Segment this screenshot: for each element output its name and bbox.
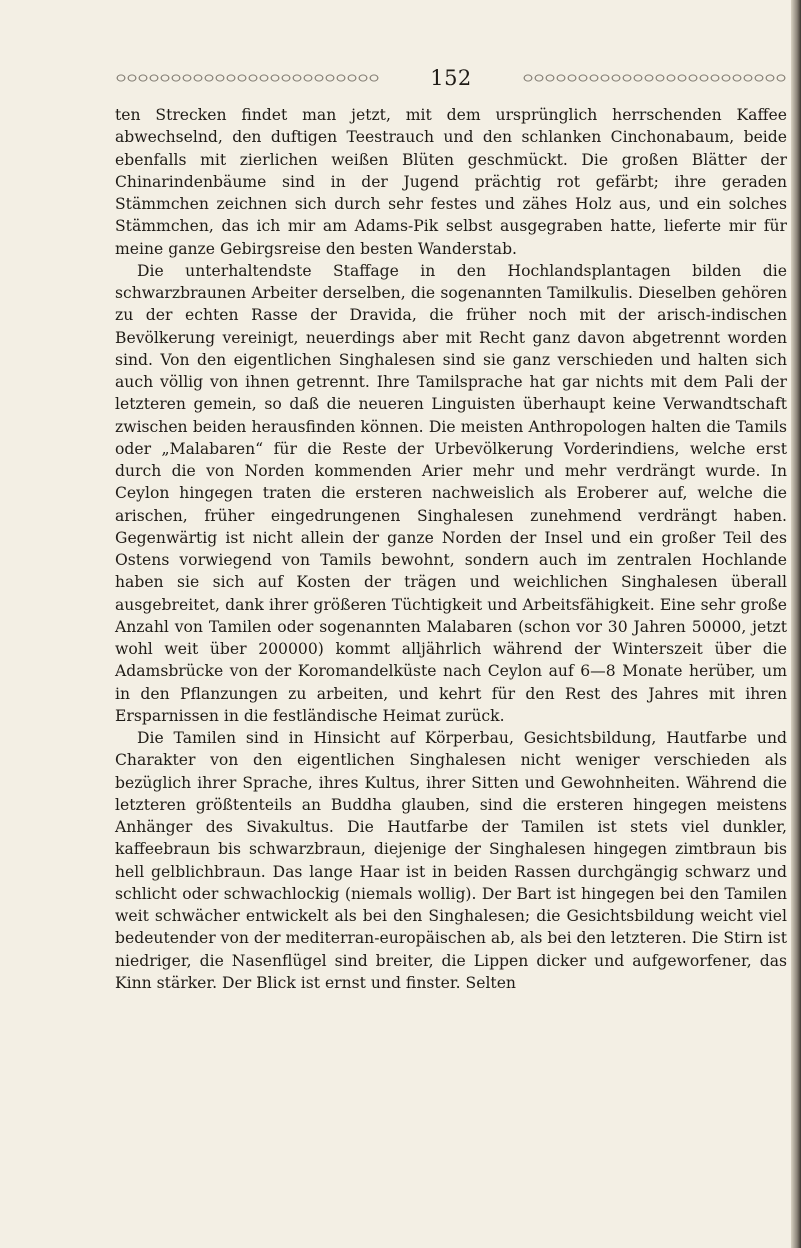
header-ornament-left bbox=[115, 71, 380, 85]
page-number: 152 bbox=[430, 66, 472, 90]
header-ornament-right bbox=[522, 71, 787, 85]
paragraph-3: Die Tamilen sind in Hinsicht auf Körperbau, Gesichtsbildung, Hautfarbe und Charakter von den eigentlichen Singhalesen nicht weniger verschieden als bezüglich ihrer Sprache, ihres Kultus, ihrer Sitten und Gewohnheiten. Während die letzteren größtenteils an Buddha glauben, sind die ersteren hingegen meistens Anhänger des Sivakultus. Die Hautfarbe der Tamilen ist stets viel dunkler, kaffeebraun bis schwarzbraun, diejenige der Singhalesen hingegen zimtbraun bis hell gelblichbraun. Das lange Haar ist in beiden Rassen durchgängig schwarz und schlicht oder schwachlockig (niemals wollig). Der Bart ist hingegen bei den Tamilen weit schwächer entwickelt als bei den Singhalesen; die Gesichtsbildung weicht viel bedeutender von der mediterran-europäischen ab, als bei den letzteren. Die Stirn ist niedriger, die Nasenflügel sind breiter, die Lippen dicker und aufgeworfener, das Kinn stärker. Der Blick ist ernst und finster. Selten bbox=[115, 729, 787, 992]
body-text bbox=[115, 104, 787, 994]
page-edge bbox=[791, 0, 801, 1248]
paragraph-2: Die unterhaltendste Staffage in den Hochlandsplantagen bilden die schwarzbraunen Arbeiter derselben, die sogenannten Tamilkulis. Dieselben gehören zu der echten Rasse der Dravida, die früher noch mit der arisch-indischen Bevölkerung vereinigt, neuerdings aber mit Recht ganz davon abgetrennt worden sind. Von den eigentlichen Singhalesen sind sie ganz verschieden und halten sich auch völlig von ihnen getrennt. Ihre Tamilsprache hat gar nichts mit dem Pali der letzteren gemein, so daß die neueren Linguisten überhaupt keine Verwandtschaft zwischen beiden herausfinden können. Die meisten Anthropologen halten die Tamils oder „Malabaren“ für die Reste der Urbevölkerung Vorderindiens, welche erst durch die von Norden kommenden Arier mehr und mehr verdrängt wurde. In Ceylon hingegen traten die ersteren nachweislich als Eroberer auf, welche die arischen, früher eingedrungenen Singhalesen zunehmend verdrängt haben. Gegenwärtig ist nicht allein der ganze Norden der Insel und ein großer Teil des Ostens vorwiegend von Tamils bewohnt, sondern auch im zentralen Hochlande haben sie sich auf Kosten der trägen und weichlichen Singhalesen überall ausgebreitet, dank ihrer größeren Tüchtigkeit und Arbeitsfähigkeit. Eine sehr große Anzahl von Tamilen oder sogenannten Malabaren (schon vor 30 Jahren 50000, jetzt wohl weit über 200000) kommt alljährlich während der Winterszeit über die Adamsbrücke von der Koromandelküste nach Ceylon auf 6—8 Monate herüber, um in den Pflanzungen zu arbeiten, und kehrt für den Rest des Jahres mit ihren Ersparnissen in die festländische Heimat zurück. bbox=[115, 261, 787, 725]
paragraph-1: ten Strecken findet man jetzt, mit dem ursprünglich herrschenden Kaffee abwechselnd, den duftigen Teestrauch und den schlanken Cinchonabaum, beide ebenfalls mit zierlichen weißen Blüten geschmückt. Die großen Blätter der Chinarindenbäume sind in der Jugend prächtig rot gefärbt; ihre geraden Stämmchen zeichnen sich durch sehr festes und zähes Holz aus, und ein solches Stämmchen, das ich mir am Adams-Pik selbst ausgegraben hatte, lieferte mir für meine ganze Gebirgsreise den besten Wanderstab. bbox=[115, 106, 787, 258]
running-header bbox=[115, 64, 787, 92]
